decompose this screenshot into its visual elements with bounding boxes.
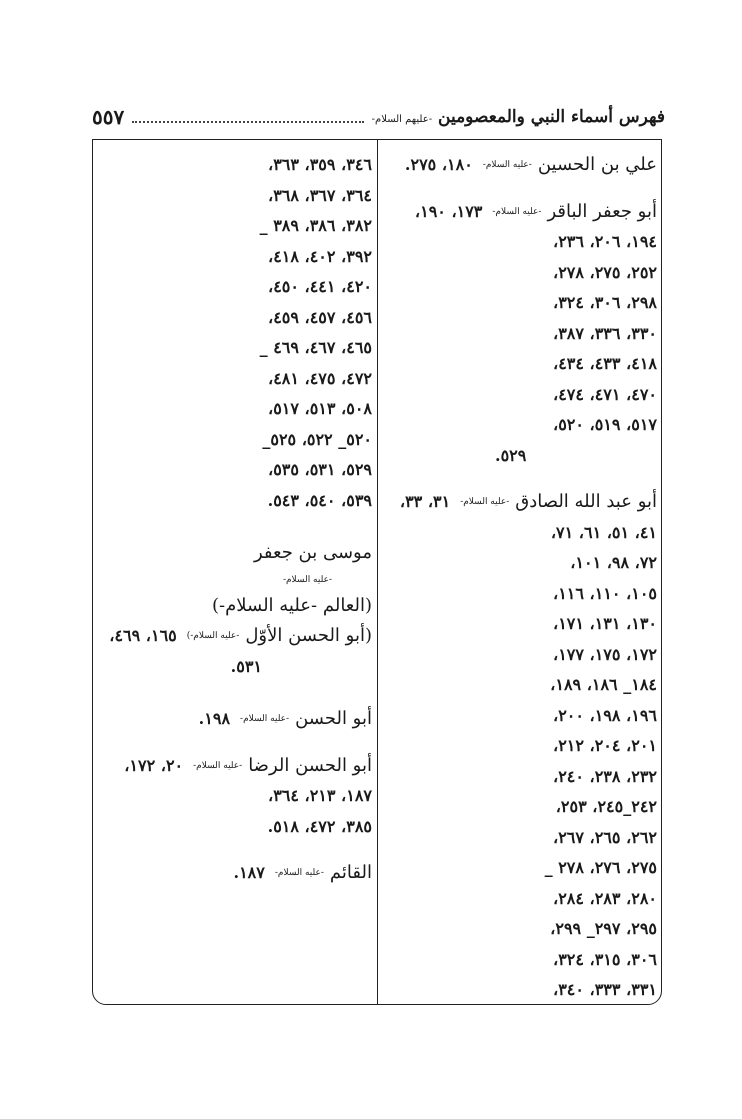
honorific: -عليه السلام-	[274, 868, 324, 878]
alias-line	[100, 621, 372, 652]
page-refs-line: ٣٨٢، ٣٨٦، ٣٨٩ _	[259, 216, 372, 235]
entry-name: علي بن الحسين	[537, 154, 657, 175]
page-refs: ١٩٨.	[198, 709, 231, 728]
page-refs: ١٦٥، ٤٦٩،	[109, 626, 177, 645]
honorific: -عليه السلام-	[193, 760, 243, 771]
index-entry-head	[385, 150, 657, 181]
dotted-leader	[132, 111, 363, 123]
page-refs-line: ٢٨٠، ٢٨٣، ٢٨٤،	[553, 888, 657, 908]
index-entry-head	[385, 197, 657, 228]
entry-name: القائم	[329, 862, 372, 883]
index-entry-head	[100, 858, 372, 889]
alias-line	[100, 591, 372, 622]
alias-name: (العالم -عليه السلام-)	[212, 594, 372, 616]
page-refs-line: ٥٣٩، ٥٤٠، ٥٤٣.	[267, 490, 372, 510]
page-refs-line: ١٩٤، ٢٠٦، ٢٣٦،	[553, 232, 657, 251]
page-refs-line: ٤١٨، ٤٣٣، ٤٣٤،	[553, 354, 657, 373]
page-refs-line: ٤١، ٥١، ٦١، ٧١،	[550, 522, 657, 542]
page-refs-line: ٥٠٨، ٥١٣، ٥١٧،	[268, 399, 372, 418]
page-refs-line: ٤٧٢، ٤٧٥، ٤٨١،	[268, 368, 372, 388]
page-refs-line: ٣٣١، ٣٣٣، ٣٤٠،	[553, 980, 657, 999]
page-refs-line: ٢٩٨، ٣٠٦، ٣٢٤،	[553, 293, 657, 312]
page-refs-line: ٤٥٦، ٤٥٧، ٤٥٩،	[268, 307, 372, 327]
page-refs-line: ٣٠٦، ٣١٥، ٣٢٤،	[553, 949, 657, 969]
page-refs: ٢٠، ١٧٢،	[124, 755, 184, 775]
alias-name: (أبو الحسن الأوّل	[245, 625, 372, 646]
page-refs-line: ١٩٦، ١٩٨، ٢٠٠،	[553, 705, 657, 725]
page-refs-line: ٤٦٥، ٤٦٧، ٤٦٩ _	[259, 338, 372, 357]
right-column	[385, 150, 657, 1006]
page-refs-line: ٣٤٦، ٣٥٩، ٣٦٣،	[268, 155, 372, 174]
page-refs-line: ١٨٤_ ١٨٦، ١٨٩،	[550, 675, 657, 694]
page-refs-line: ٢٣٢، ٢٣٨، ٢٤٠،	[553, 766, 657, 786]
page-refs-line: ٥٢٠_ ٥٢٢، ٥٢٥_	[262, 429, 372, 449]
running-header	[92, 102, 665, 132]
page-refs-line: ٥٢٩، ٥٣١، ٥٣٥،	[268, 460, 372, 479]
page-refs-line: ٣٨٥، ٤٧٢، ٥١٨.	[267, 816, 372, 836]
honorific: -عليه السلام-	[460, 497, 510, 507]
page-refs-line: ٣٣٠، ٣٣٦، ٣٨٧،	[553, 323, 657, 343]
page-refs: ١٧٣، ١٩٠،	[414, 201, 483, 221]
page-refs-line: ٥١٧، ٥١٩، ٥٢٠،	[553, 415, 657, 434]
honorific: -عليه السلام-	[482, 160, 532, 170]
page-number: ٥٥٧	[92, 105, 125, 129]
page-refs-line: ٣٦٤، ٣٦٧، ٣٦٨،	[268, 185, 372, 205]
header-title-suffix: -عليهم السلام-	[371, 114, 433, 125]
page-refs-line: ٢٠١، ٢٠٤، ٢١٢،	[553, 736, 657, 755]
entry-name: أبو عبد الله الصادق	[515, 491, 657, 512]
header-title: فهرس أسماء النبي والمعصومين -عليهم السلام-	[371, 107, 665, 127]
page-refs-line: ١٨٧، ٢١٣، ٣٦٤،	[268, 786, 372, 805]
index-entry-head	[100, 538, 372, 569]
page-refs-line: ٢٥٢، ٢٧٥، ٢٧٨،	[553, 262, 657, 282]
page-refs: ٣١، ٣٣،	[399, 492, 451, 511]
page-refs-line: ٢٩٥، ٢٩٧_ ٢٩٩،	[550, 919, 657, 938]
page-refs-line: ٧٢، ٩٨، ١٠١،	[570, 553, 657, 572]
page-refs-line: ٥٢٩.	[495, 445, 527, 465]
page-refs: ١٨٠، ٢٧٥.	[404, 155, 473, 174]
honorific: -عليه السلام-	[492, 206, 542, 217]
entry-name: أبو جعفر الباقر	[547, 200, 657, 222]
index-entry-head	[100, 704, 372, 735]
page-refs-line: ١٣٠، ١٣١، ١٧١،	[553, 614, 657, 633]
index-entry-head	[385, 487, 657, 518]
page-refs-line: ٣٩٢، ٤٠٢، ٤١٨،	[268, 246, 372, 266]
honorific: -عليه السلام-	[282, 574, 332, 585]
page-refs-line: ٤٧٠، ٤٧١، ٤٧٤،	[553, 384, 657, 404]
page-refs: ١٨٧.	[233, 863, 265, 882]
page-refs-line: ٢٧٥، ٢٧٦، ٢٧٨ _	[544, 858, 657, 877]
entry-name: أبو الحسن الرضا	[248, 754, 372, 776]
index-entry-head	[100, 751, 372, 782]
page-refs-line: ٥٣١.	[230, 656, 262, 676]
page-refs-line: ١٠٥، ١١٠، ١١٦،	[553, 583, 657, 603]
page-refs-line: ٢٤٢_٢٤٥، ٢٥٣،	[555, 797, 657, 816]
page-refs-line: ٢٦٢، ٢٦٥، ٢٦٧،	[553, 827, 657, 847]
honorific: -عليه السلام-)	[186, 631, 240, 641]
entry-name: أبو الحسن	[295, 708, 372, 729]
column-divider	[377, 139, 378, 1005]
page-refs-line: ٤٢٠، ٤٤١، ٤٥٠،	[268, 277, 372, 296]
honorific: -عليه السلام-	[240, 714, 290, 724]
honorific-line	[100, 569, 372, 591]
left-column	[100, 150, 372, 889]
page-refs-line: ١٧٢، ١٧٥، ١٧٧،	[553, 644, 657, 664]
entry-name: موسى بن جعفر	[253, 542, 372, 563]
